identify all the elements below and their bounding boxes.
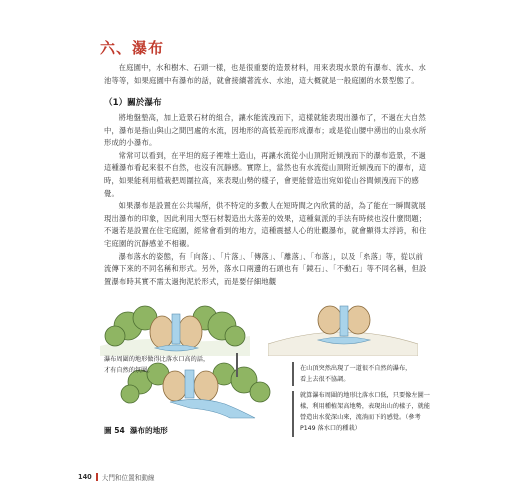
chapter-title: 大門和位置和動線 (101, 474, 155, 482)
section-title: 六、瀑布 (100, 39, 165, 57)
caption-left (104, 354, 209, 376)
paragraph-3: 如果瀑布是設置在公共場所，供不特定的多數人在短時間之內欣賞的話，為了能在一瞬間就展現出瀑布的印象，因此利用大型石材製造出大落差的效果，這種氣派的手法有時候也沒什麼問題；不過若是設置在住宅庭園，經常會看到的地方，這種震撼人心的壯觀瀑布，就會顯得太浮誇，和住宅庭園的沉靜感並不相襯。 (104, 201, 427, 248)
footer-separator (96, 473, 98, 481)
page-footer (78, 472, 155, 482)
caption-right-top-line-2: 看上去很不協調。 (300, 376, 350, 383)
body-text (104, 112, 429, 288)
intro-paragraph (104, 62, 429, 87)
caption-left-bar (236, 353, 238, 377)
figure-number: 圖 54 (104, 426, 125, 435)
intro-text: 在庭園中，水和樹木、石頭一樣，也是很重要的造景材料，用來表現水景的有瀑布、流水、水池等等，如果庭園中有瀑布的話，就會接續著流水、水池，這大概就是一般庭園的水景型態了。 (104, 63, 426, 85)
caption-right-top-bar (292, 362, 294, 386)
paragraph-1: 將地盤墊高，加上造景石材的組合，讓水能流洩而下，這樣就能表現出瀑布了，不過在大自然中，瀑布是指山與山之間凹處的水流，因地形的高低差而形成瀑布；或是從山腰中湧出的山泉水所形成的小瀑布。 (104, 113, 427, 148)
illustration-right-waterfall (268, 300, 418, 356)
caption-right-top-line-1: 在山頂突然出現了一道很不自然的瀑布， (300, 365, 412, 372)
paragraph-4: 瀑布落水的姿態，有「向落」、「片落」、「傳落」、「離落」、「布落」，以及「糸落」等，從以前流傳下來的不同名稱和形式。另外，落水口兩邊的石頭也有「鏡石」、「不動石」等不同名稱，但設置瀑布時其實不需太過拘泥於形式，而是要仔細地觀 (104, 251, 427, 286)
subheading: （1）關於瀑布 (104, 98, 162, 108)
caption-left-line-2: 才有自然的氛圍。 (104, 367, 154, 374)
figure-label (104, 425, 168, 436)
caption-right-bottom-line-4: P149 落水口的種栽） (300, 425, 361, 432)
caption-left-line-1: 瀑布周圍的地形做得比落水口高的話， (104, 356, 210, 363)
caption-right-bottom-bar (292, 391, 294, 437)
caption-right-bottom-line-3: 營造出水從深山來，流淌而下的感覺。（參考 (300, 414, 421, 421)
figure-title: 瀑布的地形 (129, 426, 168, 435)
paragraph-2: 常常可以看到，在平坦的庭子裡堆土造山，再讓水流從小山頂附近傾洩而下的瀑布造景，不過這種瀑布看起來很不自然，也沒有沉靜感。實際上，當然也有水流從山頂附近傾洩而下的瀑布，這時，如果能利用植栽把周圍拉高，來表現山勢的樣子，會更能營造出宛如從山谷間傾洩而下的感覺。 (104, 150, 427, 198)
caption-right-top (300, 363, 411, 385)
caption-right-bottom (300, 390, 432, 434)
caption-right-bottom-line-2: 樣，利用種植架高地勢，表現出山的樣子，就能 (300, 403, 430, 410)
illustration-left-waterfall (100, 296, 250, 356)
page-number: 140 (78, 473, 92, 481)
caption-right-bottom-line-1: 就算瀑布周圍的地形比落水口低，只要像左圖一 (300, 392, 430, 399)
